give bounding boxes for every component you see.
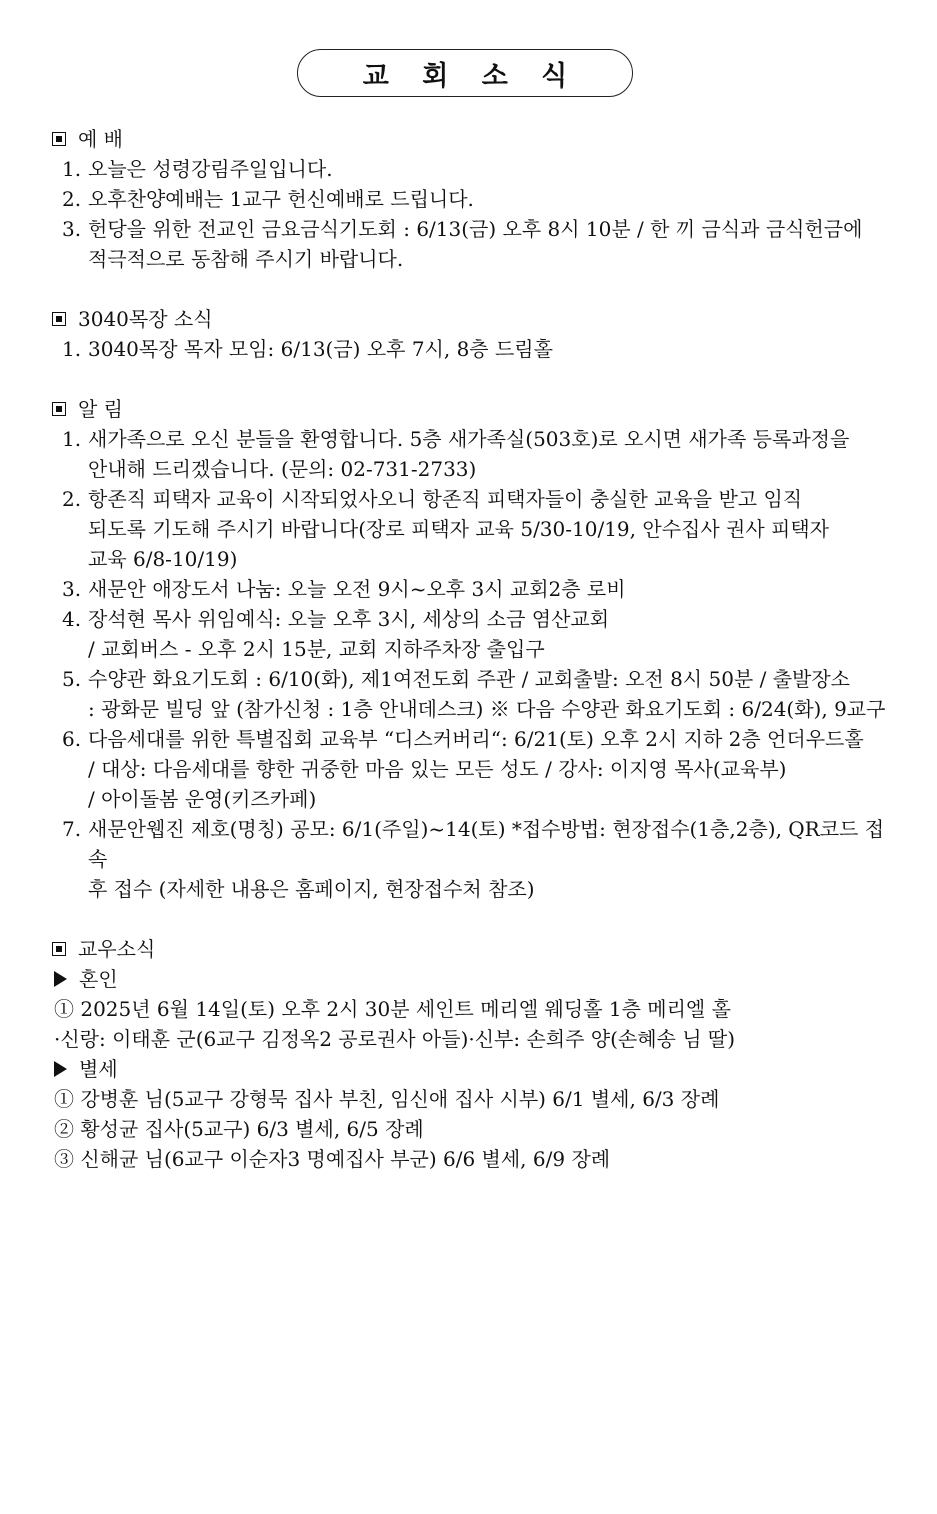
item-text: 항존직 피택자 교육이 시작되었사오니 항존직 피택자들이 충실한 교육을 받고 임직 되도록 기도해 주시기 바랍니다(장로 피택자 교육 5/30-10/19, 안수집사 권사 피택자 교육 6/8-10/19) (88, 487, 829, 571)
item-number: 6. (62, 727, 82, 751)
subsection-title: 별세 (79, 1057, 118, 1081)
wedding-line: ① 2025년 6월 14일(토) 오후 2시 30분 세인트 메리엘 웨딩홀 1층 메리엘 홀 (54, 997, 731, 1021)
item-number: 5. (62, 667, 82, 691)
bulletin-content (52, 124, 902, 1204)
list-item (52, 214, 902, 274)
item-text: 새문안 애장도서 나눔: 오늘 오전 9시~오후 3시 교회2층 로비 (88, 577, 626, 601)
section-mokjang (52, 304, 902, 364)
item-number: 2. (62, 187, 82, 211)
item-text: 새가족으로 오신 분들을 환영합니다. 5층 새가족실(503호)로 오시면 새가족 등록과정을 안내해 드리겠습니다. (문의: 02-731-2733) (88, 427, 850, 481)
list-item (52, 484, 902, 574)
item-number: 1. (62, 337, 82, 361)
item-number: 3. (62, 217, 82, 241)
title-box (297, 49, 633, 97)
square-bullet-icon (52, 942, 66, 956)
item-text: 오늘은 성령강림주일입니다. (88, 157, 333, 181)
triangle-bullet-icon (54, 971, 67, 987)
page-title: 교 회 소 식 (362, 60, 580, 92)
item-number: 2. (62, 487, 82, 511)
item-number: 1. (62, 157, 82, 181)
item-text: 새문안웹진 제호(명칭) 공모: 6/1(주일)~14(토) *접수방법: 현장접수(1층,2층), QR코드 접속 후 접수 (자세한 내용은 홈페이지, 현장접수처 참조) (88, 817, 885, 901)
item-number: 3. (62, 577, 82, 601)
list-item (52, 724, 902, 814)
square-bullet-icon (52, 312, 66, 326)
item-text: 장석현 목사 위임예식: 오늘 오후 3시, 세상의 소금 염산교회 / 교회버스 - 오후 2시 15분, 교회 지하주차장 출입구 (88, 607, 610, 661)
list-item (52, 334, 902, 364)
list-item (52, 574, 902, 604)
section-title: 3040목장 소식 (78, 307, 213, 331)
item-text: 오후찬양예배는 1교구 헌신예배로 드립니다. (88, 187, 474, 211)
item-number: 7. (62, 817, 82, 841)
list-item (52, 604, 902, 664)
funeral-heading (52, 1054, 902, 1084)
list-item (52, 154, 902, 184)
section-title: 교우소식 (78, 937, 156, 961)
list-item (52, 664, 902, 724)
item-text: 다음세대를 위한 특별집회 교육부 “디스커버리“: 6/21(토) 오후 2시 지하 2층 언더우드홀 / 대상: 다음세대를 향한 귀중한 마음 있는 모든 성도 / 강사: 이지영 목사(교육부) / 아이돌봄 운영(키즈카페) (88, 727, 864, 811)
list-item (52, 424, 902, 484)
item-text: 수양관 화요기도회 : 6/10(화), 제1여전도회 주관 / 교회출발: 오전 8시 50분 / 출발장소 : 광화문 빌딩 앞 (참가신청 : 1층 안내데스크) ※ 다음 수양관 화요기도회 : 6/24(화), 9교구 (88, 667, 886, 721)
wedding-line: ·신랑: 이태훈 군(6교구 김정옥2 공로권사 아들)·신부: 손희주 양(손혜송 님 딸) (54, 1027, 736, 1051)
section-heading (52, 124, 902, 154)
section-title: 예 배 (78, 127, 123, 151)
subsection-title: 혼인 (79, 967, 118, 991)
item-number: 1. (62, 427, 82, 451)
square-bullet-icon (52, 402, 66, 416)
funeral-line: ③ 신해균 님(6교구 이순자3 명예집사 부군) 6/6 별세, 6/9 장례 (54, 1147, 611, 1171)
section-heading (52, 934, 902, 964)
item-number: 4. (62, 607, 82, 631)
section-members (52, 934, 902, 1174)
list-item (52, 814, 902, 904)
section-heading (52, 394, 902, 424)
section-title: 알 림 (78, 397, 123, 421)
item-text: 3040목장 목자 모임: 6/13(금) 오후 7시, 8층 드림홀 (88, 337, 553, 361)
funeral-line: ② 황성균 집사(5교구) 6/3 별세, 6/5 장례 (54, 1117, 424, 1141)
section-heading (52, 304, 902, 334)
triangle-bullet-icon (54, 1061, 67, 1077)
square-bullet-icon (52, 132, 66, 146)
wedding-heading (52, 964, 902, 994)
item-text: 헌당을 위한 전교인 금요금식기도회 : 6/13(금) 오후 8시 10분 / 한 끼 금식과 금식헌금에 적극적으로 동참해 주시기 바랍니다. (88, 217, 863, 271)
section-worship (52, 124, 902, 274)
list-item (52, 184, 902, 214)
section-notices (52, 394, 902, 904)
funeral-line: ① 강병훈 님(5교구 강형묵 집사 부친, 임신애 집사 시부) 6/1 별세, 6/3 장례 (54, 1087, 720, 1111)
